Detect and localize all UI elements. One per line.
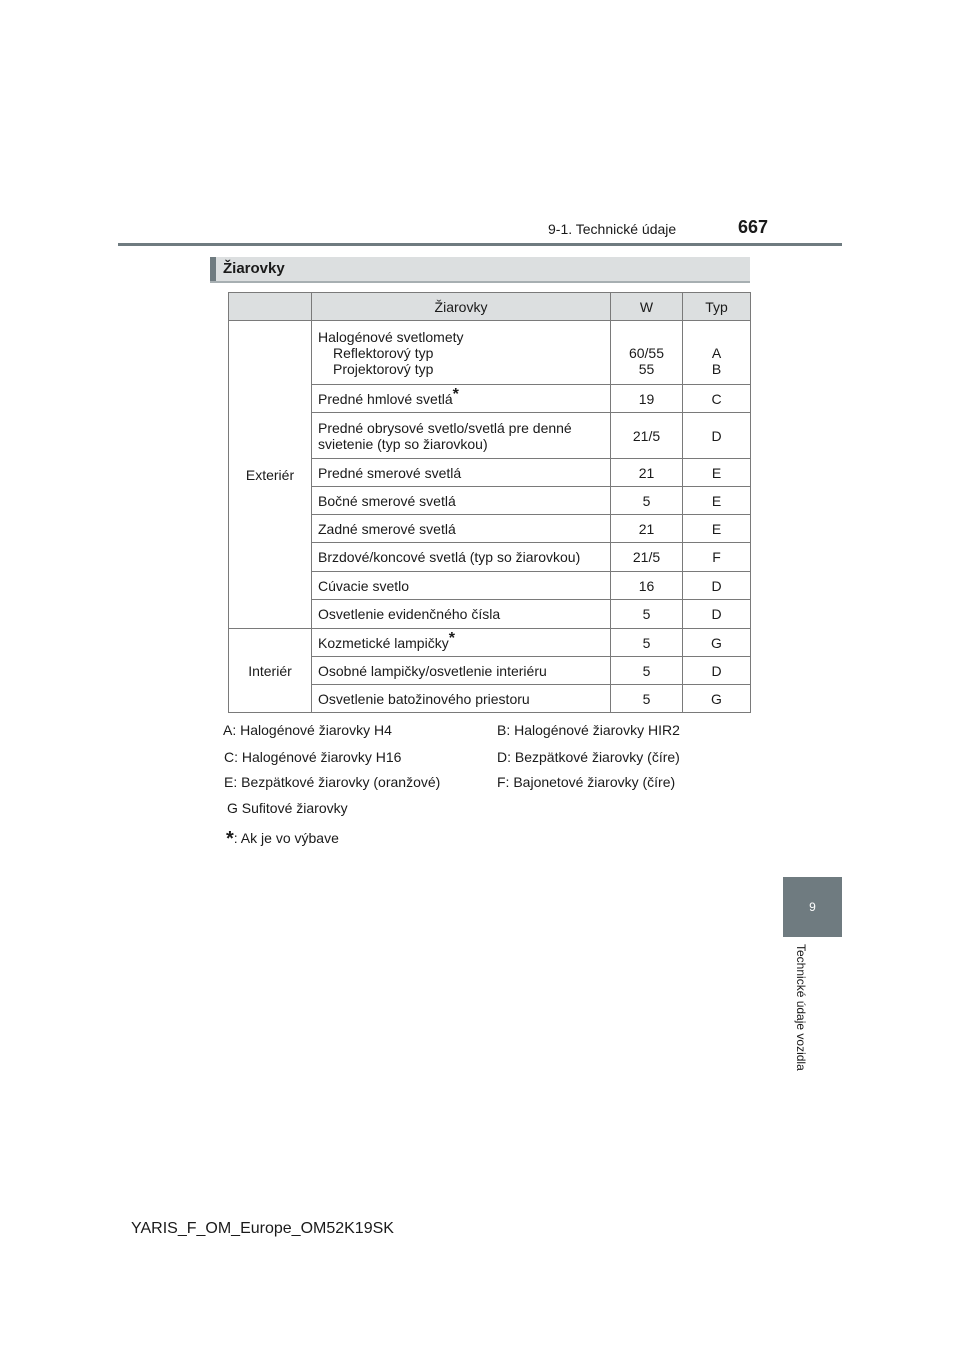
section-marker <box>210 257 216 281</box>
chapter-number: 9 <box>809 900 816 914</box>
bulb-name <box>312 321 611 385</box>
bulb-watt: 5 <box>611 685 683 713</box>
legend-e: E: Bezpätkové žiarovky (oranžové) <box>224 774 441 790</box>
footnote <box>226 828 339 851</box>
bulb-name: Osvetlenie batožinového priestoru <box>312 685 611 713</box>
bulb-name: Predné smerové svetlá <box>312 459 611 487</box>
footnote-text: : Ak je vo výbave <box>233 830 339 846</box>
bulb-watt: 5 <box>611 487 683 515</box>
bulb-type: E <box>683 515 751 543</box>
bulb-name: Osobné lampičky/osvetlenie interiéru <box>312 657 611 685</box>
table-row <box>229 629 751 657</box>
bulb-type: G <box>683 629 751 657</box>
bulb-watt: 19 <box>611 385 683 413</box>
bulb-watt: 5 <box>611 629 683 657</box>
bulb-watt: 16 <box>611 572 683 600</box>
section-title: Žiarovky <box>223 260 285 277</box>
bulb-name-line: Halogénové svetlomety <box>318 328 464 345</box>
bulb-watt: 21/5 <box>611 413 683 459</box>
bulb-watt: 21 <box>611 459 683 487</box>
bulb-name: Brzdové/koncové svetlá (typ so žiarovkou) <box>312 543 611 572</box>
bulb-type: D <box>683 600 751 629</box>
bulb-name: Cúvacie svetlo <box>312 572 611 600</box>
bulb-type: F <box>683 543 751 572</box>
bulb-watt-line: 60/55 <box>628 345 665 361</box>
bulb-watt: 21 <box>611 515 683 543</box>
chapter-tab <box>783 877 842 937</box>
header-cell-empty <box>229 293 312 321</box>
table-row <box>229 321 751 385</box>
bulb-watt: 5 <box>611 600 683 629</box>
legend-b: B: Halogénové žiarovky HIR2 <box>497 722 680 738</box>
bulb-name: Predné obrysové svetlo/svetlá pre denné svietenie (typ so žiarovkou) <box>312 413 611 459</box>
bulb-name-text: Predné hmlové svetlá <box>318 390 453 407</box>
bulb-watt-line: 55 <box>638 361 655 377</box>
header-section-title: 9-1. Technické údaje <box>548 221 677 237</box>
bulb-type: D <box>683 572 751 600</box>
bulb-name: Osvetlenie evidenčného čísla <box>312 600 611 629</box>
bulb-name-line: Reflektorový typ <box>333 344 434 361</box>
footnote-marker: * <box>452 385 459 403</box>
bulb-name <box>312 385 611 413</box>
bulb-name <box>312 629 611 657</box>
footnote-marker: * <box>448 629 455 647</box>
bulb-type: D <box>683 657 751 685</box>
bulb-name-text: Kozmetické lampičky <box>318 634 449 651</box>
footnote-mark: * <box>226 828 234 850</box>
legend-d: D: Bezpätkové žiarovky (číre) <box>497 749 680 765</box>
table-header-row <box>229 293 751 321</box>
bulb-name: Bočné smerové svetlá <box>312 487 611 515</box>
bulb-type: C <box>683 385 751 413</box>
legend-c: C: Halogénové žiarovky H16 <box>224 749 402 765</box>
legend-a: A: Halogénové žiarovky H4 <box>223 722 392 738</box>
section-heading <box>210 257 750 283</box>
bulb-type <box>683 321 751 385</box>
chapter-label: Technické údaje vozidla <box>794 944 808 1071</box>
header-cell-type: Typ <box>683 293 751 321</box>
bulb-watt: 21/5 <box>611 543 683 572</box>
bulb-watt: 5 <box>611 657 683 685</box>
legend-f: F: Bajonetové žiarovky (číre) <box>497 774 676 790</box>
bulb-type: G <box>683 685 751 713</box>
bulb-type-line: A <box>711 345 722 361</box>
bulb-watt <box>611 321 683 385</box>
bulb-name-line: Projektorový typ <box>333 360 434 377</box>
bulb-name: Zadné smerové svetlá <box>312 515 611 543</box>
page-number: 667 <box>738 217 769 237</box>
bulb-type: E <box>683 487 751 515</box>
legend-g: G Sufitové žiarovky <box>227 800 348 816</box>
footer-document-id: YARIS_F_OM_Europe_OM52K19SK <box>131 1220 394 1237</box>
category-interior: Interiér <box>229 629 312 713</box>
header-cell-watt: W <box>611 293 683 321</box>
bulb-type-line: B <box>711 361 722 377</box>
bulb-type: E <box>683 459 751 487</box>
header-divider <box>118 243 842 246</box>
category-exterior: Exteriér <box>229 321 312 629</box>
header-cell-bulbs: Žiarovky <box>312 293 611 321</box>
bulb-type: D <box>683 413 751 459</box>
bulbs-table <box>228 292 751 713</box>
